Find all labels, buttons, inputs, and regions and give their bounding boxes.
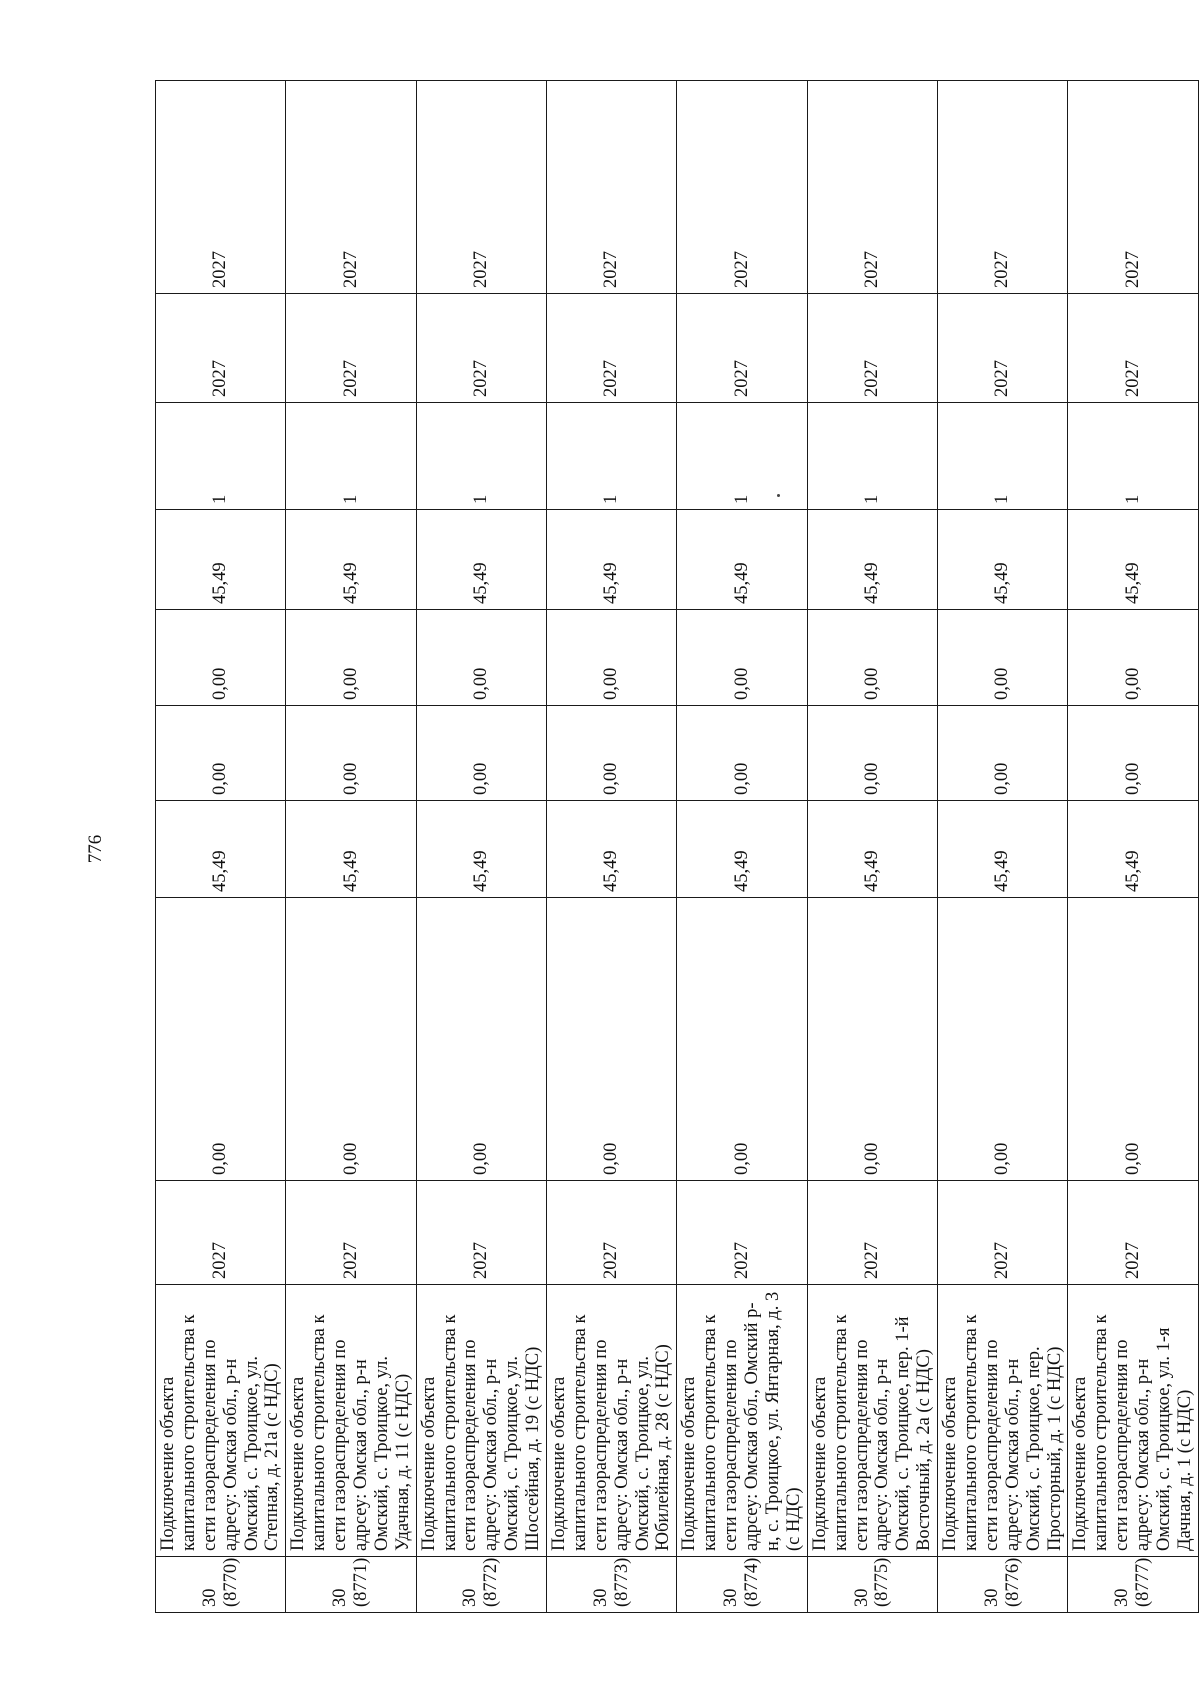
cell-value-2: 45,49	[286, 801, 416, 898]
cell-year-start: 2027	[416, 1181, 546, 1285]
cell-year-start: 2027	[677, 1181, 807, 1285]
cell-year-a: 2027	[677, 294, 807, 403]
table-row	[286, 81, 416, 1613]
cell-value-3: 0,00	[938, 706, 1068, 801]
cell-year-start: 2027	[807, 1181, 937, 1285]
cell-year-start: 2027	[1068, 1181, 1198, 1285]
cell-description: Подключение объекта капитального строительства к сети газораспределения по адресу: Омская обл., р-н Омский, с. Троицкое, ул. Юбилейная, д. 28 (с НДС)	[547, 1285, 677, 1557]
cell-value-4: 0,00	[416, 610, 546, 706]
cell-year-b: 2027	[807, 81, 937, 294]
cell-description: Подключение объекта капитального строительства к сети газораспределения по адрсеу: Омская обл., Омский р-н, с. Троицкое, ул. Янтарная, д. 3 (с НДС)	[677, 1285, 807, 1557]
cell-year-a: 2027	[416, 294, 546, 403]
row-number: 30	[590, 1588, 611, 1607]
cell-count: 1	[807, 403, 937, 510]
cell-description: Подключение объекта капитального строительства к сети газораспределения по адресу: Омская обл., р-н Омский, с. Троицкое, ул. 1-я Дачная, д. 1 (с НДС)	[1068, 1285, 1198, 1557]
cell-value-4: 0,00	[938, 610, 1068, 706]
row-code: (8770)	[220, 1557, 241, 1607]
cell-year-b: 2027	[938, 81, 1068, 294]
cell-year-a: 2027	[938, 294, 1068, 403]
cell-value-5: 45,49	[807, 510, 937, 610]
cell-description: Подключение объекта капитального строительства к сети газораспределения по адресу: Омская обл., р-н Омский, с. Троицкое, пер. 1-й Восточный, д. 2а (с НДС)	[807, 1285, 937, 1557]
row-code: (8773)	[611, 1557, 632, 1607]
cell-year-a: 2027	[807, 294, 937, 403]
cell-value-3: 0,00	[547, 706, 677, 801]
investment-table	[155, 80, 1199, 1613]
cell-value-4: 0,00	[547, 610, 677, 706]
cell-value-4: 0,00	[156, 610, 286, 706]
row-number: 30	[1112, 1588, 1133, 1607]
cell-year-b: 2027	[1068, 81, 1198, 294]
row-code: (8776)	[1002, 1557, 1023, 1607]
cell-number	[286, 1557, 416, 1613]
cell-value-5: 45,49	[416, 510, 546, 610]
cell-value-2: 45,49	[547, 801, 677, 898]
cell-value-1: 0,00	[938, 898, 1068, 1181]
cell-value-5: 45,49	[677, 510, 807, 610]
cell-year-start: 2027	[547, 1181, 677, 1285]
cell-year-b: 2027	[156, 81, 286, 294]
cell-count: 1	[416, 403, 546, 510]
cell-value-1: 0,00	[547, 898, 677, 1181]
cell-value-4: 0,00	[677, 610, 807, 706]
cell-value-2: 45,49	[416, 801, 546, 898]
cell-description: Подключение объекта капитального строительства к сети газораспределения по адресу: Омская обл., р-н Омский, с. Троицкое, пер. Просторный, д. 1 (с НДС)	[938, 1285, 1068, 1557]
cell-value-2: 45,49	[156, 801, 286, 898]
table-row	[156, 81, 286, 1613]
table-body	[156, 81, 1199, 1613]
table-row	[1068, 81, 1198, 1613]
cell-year-a: 2027	[286, 294, 416, 403]
cell-value-3: 0,00	[807, 706, 937, 801]
cell-value-1: 0,00	[807, 898, 937, 1181]
cell-number	[807, 1557, 937, 1613]
cell-number	[416, 1557, 546, 1613]
rotated-table-container	[155, 81, 1195, 1613]
cell-number	[547, 1557, 677, 1613]
cell-value-1: 0,00	[286, 898, 416, 1181]
cell-value-1: 0,00	[156, 898, 286, 1181]
row-code: (8777)	[1133, 1557, 1154, 1607]
cell-year-b: 2027	[416, 81, 546, 294]
cell-number	[1068, 1557, 1198, 1613]
cell-value-5: 45,49	[156, 510, 286, 610]
cell-value-3: 0,00	[416, 706, 546, 801]
cell-value-1: 0,00	[677, 898, 807, 1181]
cell-value-5: 45,49	[1068, 510, 1198, 610]
cell-number	[677, 1557, 807, 1613]
cell-year-start: 2027	[156, 1181, 286, 1285]
cell-value-4: 0,00	[1068, 610, 1198, 706]
cell-year-a: 2027	[156, 294, 286, 403]
row-code: (8771)	[351, 1557, 372, 1607]
table-row	[677, 81, 807, 1613]
cell-number	[156, 1557, 286, 1613]
row-number: 30	[721, 1588, 742, 1607]
cell-year-a: 2027	[547, 294, 677, 403]
cell-value-3: 0,00	[286, 706, 416, 801]
cell-value-5: 45,49	[286, 510, 416, 610]
cell-value-3: 0,00	[677, 706, 807, 801]
cell-year-a: 2027	[1068, 294, 1198, 403]
cell-value-3: 0,00	[156, 706, 286, 801]
cell-value-2: 45,49	[677, 801, 807, 898]
cell-value-2: 45,49	[938, 801, 1068, 898]
cell-count: 1	[156, 403, 286, 510]
cell-value-3: 0,00	[1068, 706, 1198, 801]
cell-value-2: 45,49	[807, 801, 937, 898]
cell-number	[938, 1557, 1068, 1613]
cell-description: Подключение объекта капитального строительства к сети газораспределения по адрсеу: Омская обл., р-н Омский, с. Троицкое, ул. Удачная, д. 11 (с НДС)	[286, 1285, 416, 1557]
row-number: 30	[981, 1588, 1002, 1607]
cell-count: 1	[677, 403, 807, 510]
row-code: (8774)	[742, 1557, 763, 1607]
page-number: 776	[85, 834, 106, 864]
cell-value-2: 45,49	[1068, 801, 1198, 898]
row-number: 30	[199, 1588, 220, 1607]
cell-value-1: 0,00	[1068, 898, 1198, 1181]
cell-count: 1	[938, 403, 1068, 510]
cell-count: 1	[547, 403, 677, 510]
cell-description: Подключение объекта капитального строительства к сети газораспределения по адресу: Омская обл., р-н Омский, с. Троицкое, ул. Шоссейная, д. 19 (с НДС)	[416, 1285, 546, 1557]
table-row	[807, 81, 937, 1613]
cell-year-b: 2027	[677, 81, 807, 294]
cell-value-4: 0,00	[286, 610, 416, 706]
row-number: 30	[851, 1588, 872, 1607]
table-row	[547, 81, 677, 1613]
cell-description: Подключение объекта капитального строительства к сети газораспределения по адресу: Омская обл., р-н Омский, с. Троицкое, ул. Степная, д. 21а (с НДС)	[156, 1285, 286, 1557]
cell-year-b: 2027	[286, 81, 416, 294]
cell-year-b: 2027	[547, 81, 677, 294]
row-number: 30	[460, 1588, 481, 1607]
cell-value-5: 45,49	[938, 510, 1068, 610]
cell-count: 1	[286, 403, 416, 510]
cell-count: 1	[1068, 403, 1198, 510]
row-number: 30	[330, 1588, 351, 1607]
cell-value-5: 45,49	[547, 510, 677, 610]
cell-year-start: 2027	[938, 1181, 1068, 1285]
table-row	[416, 81, 546, 1613]
row-code: (8772)	[481, 1557, 502, 1607]
cell-year-start: 2027	[286, 1181, 416, 1285]
cell-value-1: 0,00	[416, 898, 546, 1181]
table-row	[938, 81, 1068, 1613]
row-code: (8775)	[872, 1557, 893, 1607]
cell-value-4: 0,00	[807, 610, 937, 706]
